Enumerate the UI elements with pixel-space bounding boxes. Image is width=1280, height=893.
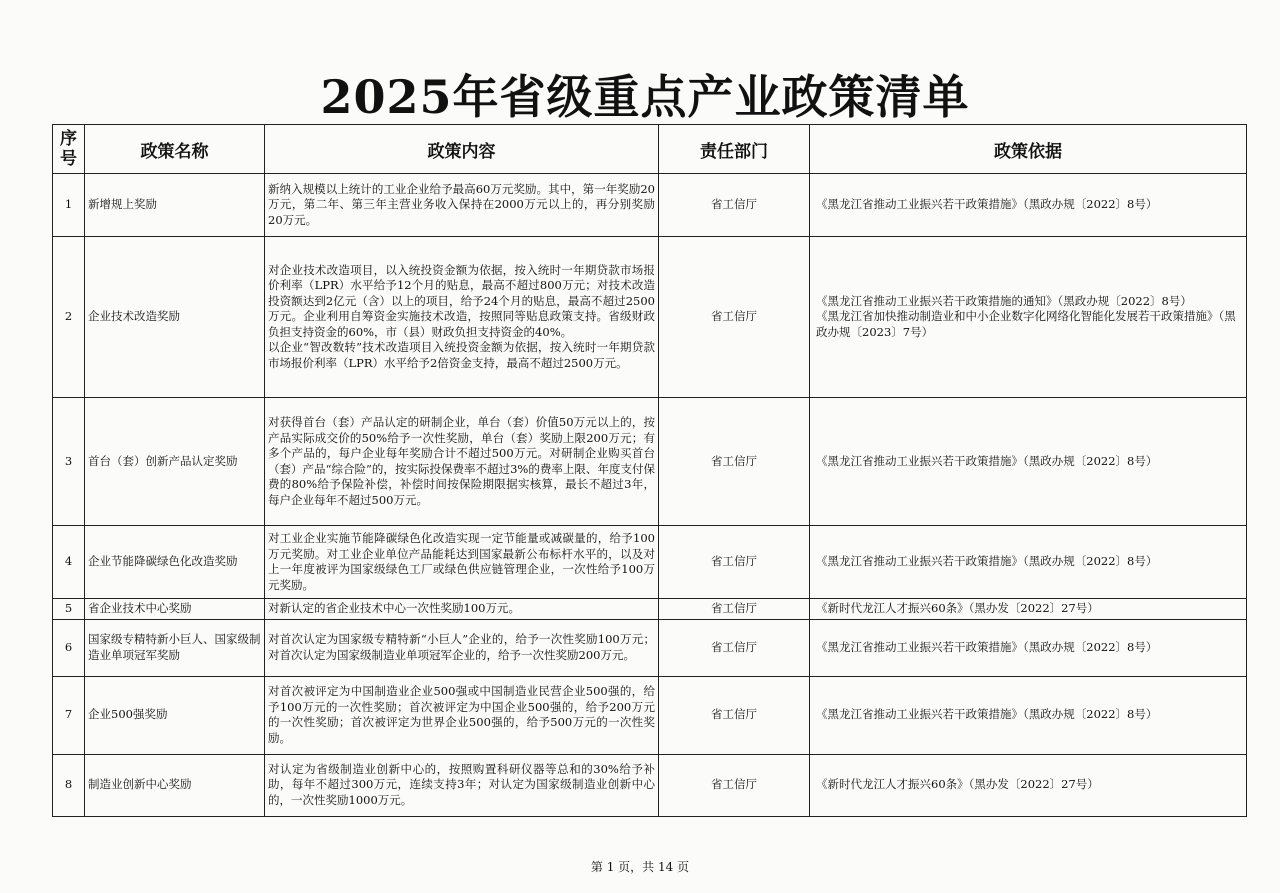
content-paragraph: 以企业“智改数转”技术改造项目入统投资金额为依据，按入统时一年期贷款市场报价利率（LPR）水平给予2倍资金支持，最高不超过2500万元。 (268, 340, 655, 370)
row-policy-name: 制造业创新中心奖励 (85, 754, 265, 816)
page-title: 2025年省级重点产业政策清单 (320, 70, 970, 124)
row-policy-content: 对首次被评定为中国制造业企业500强或中国制造业民营企业500强的，给予100万元的一次性奖励；首次被评定为中国企业500强的，给予200万元的一次性奖励；首次被评定为世界企业500强的，给予500万元的一次性奖励。 (265, 676, 659, 754)
policy-table (52, 124, 1247, 817)
row-policy-name: 首台（套）创新产品认定奖励 (85, 398, 265, 526)
header-content: 政策内容 (265, 125, 659, 174)
header-name: 政策名称 (85, 125, 265, 174)
row-policy-basis (810, 526, 1247, 599)
row-policy-name: 企业500强奖励 (85, 676, 265, 754)
row-policy-basis (810, 237, 1247, 398)
table-row (53, 619, 1247, 676)
content-paragraph: 对企业技术改造项目，以入统投资金额为依据，按入统时一年期贷款市场报价利率（LPR）水平给予12个月的贴息，最高不超过800万元；对技术改造投资额达到2亿元（含）以上的项目，给予24个月的贴息，最高不超过2500万元。企业利用自筹资金实施技术改造，按照同等贴息政策支持。省级财政负担支持资金的60%，市（县）财政负担支持资金的40%。 (268, 262, 655, 339)
basis-line: 《黑龙江省推动工业振兴若干政策措施》（黑政办规〔2022〕8号） (816, 453, 1158, 468)
row-policy-name: 新增规上奖励 (85, 174, 265, 237)
table-row (53, 676, 1247, 754)
row-policy-content: 对认定为省级制造业创新中心的，按照购置科研仪器等总和的30%给予补助，每年不超过300万元，连续支持3年；对认定为国家级制造业创新中心的，一次性奖励1000万元。 (265, 754, 659, 816)
table-row (53, 526, 1247, 599)
row-policy-basis (810, 676, 1247, 754)
basis-line: 《黑龙江省推动工业振兴若干政策措施》（黑政办规〔2022〕8号） (816, 707, 1158, 722)
row-seq: 8 (53, 754, 85, 816)
row-department: 省工信厅 (659, 398, 810, 526)
row-policy-basis (810, 754, 1247, 816)
row-department: 省工信厅 (659, 676, 810, 754)
row-policy-basis (810, 398, 1247, 526)
table-row (53, 599, 1247, 620)
row-policy-name: 省企业技术中心奖励 (85, 599, 265, 620)
row-seq: 6 (53, 619, 85, 676)
basis-line: 《黑龙江省加快推动制造业和中小企业数字化网络化智能化发展若干政策措施》（黑政办规〔2023〕7号） (816, 309, 1236, 339)
row-policy-basis (810, 174, 1247, 237)
table-row (53, 174, 1247, 237)
row-seq: 5 (53, 599, 85, 620)
basis-line: 《黑龙江省推动工业振兴若干政策措施》（黑政办规〔2022〕8号） (816, 554, 1158, 569)
row-seq: 1 (53, 174, 85, 237)
page-footer: 第 1 页，共 14 页 (590, 860, 690, 874)
row-policy-content: 对新认定的省企业技术中心一次性奖励100万元。 (265, 599, 659, 620)
row-department: 省工信厅 (659, 526, 810, 599)
basis-line: 《黑龙江省推动工业振兴若干政策措施》（黑政办规〔2022〕8号） (816, 639, 1158, 654)
row-policy-content (265, 237, 659, 398)
row-policy-name: 企业节能降碳绿色化改造奖励 (85, 526, 265, 599)
row-policy-content: 对首次认定为国家级专精特新“小巨人”企业的，给予一次性奖励100万元；对首次认定为国家级制造业单项冠军企业的，给予一次性奖励200万元。 (265, 619, 659, 676)
table-row (53, 398, 1247, 526)
basis-line: 《黑龙江省推动工业振兴若干政策措施》（黑政办规〔2022〕8号） (816, 197, 1158, 212)
row-department: 省工信厅 (659, 174, 810, 237)
row-department: 省工信厅 (659, 599, 810, 620)
basis-line: 《新时代龙江人才振兴60条》（黑办发〔2022〕27号） (816, 601, 1099, 615)
row-seq: 2 (53, 237, 85, 398)
table-row (53, 237, 1247, 398)
row-policy-basis (810, 599, 1247, 620)
header-dept: 责任部门 (659, 125, 810, 174)
row-policy-content: 对工业企业实施节能降碳绿色化改造实现一定节能量或减碳量的，给予100万元奖励。对工业企业单位产品能耗达到国家最新公布标杆水平的，以及对上一年度被评为国家级绿色工厂或绿色供应链管理企业，一次性给予100万元奖励。 (265, 526, 659, 599)
header-basis: 政策依据 (810, 125, 1247, 174)
row-policy-name: 国家级专精特新小巨人、国家级制造业单项冠军奖励 (85, 619, 265, 676)
row-policy-name: 企业技术改造奖励 (85, 237, 265, 398)
row-department: 省工信厅 (659, 754, 810, 816)
row-seq: 3 (53, 398, 85, 526)
row-policy-content: 对获得首台（套）产品认定的研制企业，单台（套）价值50万元以上的，按产品实际成交价的50%给予一次性奖励，单台（套）奖励上限200万元；有多个产品的，每户企业每年奖励合计不超过500万元。对研制企业购买首台（套）产品“综合险”的，按实际投保费率不超过3%的费率上限、年度支付保费的80%给予保险补偿，补偿时间按保险期限据实核算，最长不超过3年，每户企业每年不超过500万元。 (265, 398, 659, 526)
basis-line: 《新时代龙江人才振兴60条》（黑办发〔2022〕27号） (816, 777, 1099, 792)
row-policy-content: 新纳入规模以上统计的工业企业给予最高60万元奖励。其中，第一年奖励20万元，第二年、第三年主营业务收入保持在2000万元以上的，再分别奖励20万元。 (265, 174, 659, 237)
row-department: 省工信厅 (659, 237, 810, 398)
row-department: 省工信厅 (659, 619, 810, 676)
row-seq: 7 (53, 676, 85, 754)
header-seq: 序号 (53, 125, 85, 174)
table-row (53, 754, 1247, 816)
row-policy-basis (810, 619, 1247, 676)
row-seq: 4 (53, 526, 85, 599)
table-header-row (53, 125, 1247, 174)
basis-line: 《黑龙江省推动工业振兴若干政策措施的通知》（黑政办规〔2022〕8号） (816, 293, 1192, 308)
